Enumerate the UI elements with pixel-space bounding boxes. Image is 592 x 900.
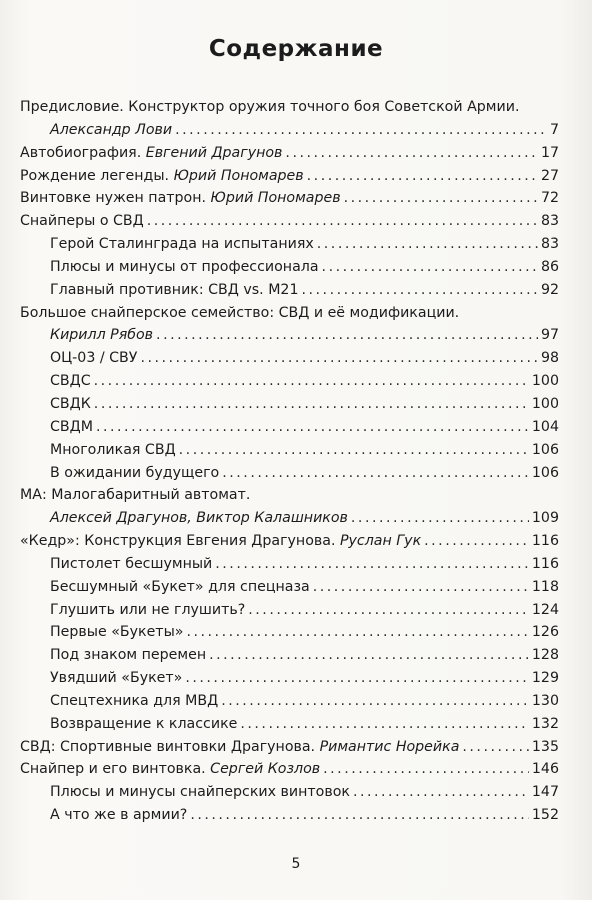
entry-text: Автобиография.: [20, 144, 146, 161]
toc-entry: [20, 736, 559, 759]
toc-entry: [20, 370, 559, 393]
entry-author: Юрий Пономарев: [173, 167, 304, 184]
entry-page: 72: [540, 190, 559, 207]
toc-entry-heading: [20, 484, 559, 507]
entry-author: Сергей Козлов: [210, 761, 321, 778]
entry-author: Юрий Пономарев: [210, 190, 341, 207]
entry-text: Винтовке нужен патрон.: [20, 190, 211, 207]
entry-page: 132: [531, 715, 559, 732]
entry-page: 100: [531, 395, 559, 412]
toc-entry-heading: [20, 96, 559, 119]
toc-entry: [20, 530, 559, 553]
entry-page: 106: [531, 441, 559, 458]
toc-entry: [20, 599, 559, 622]
dot-leader: [221, 690, 529, 713]
dot-leader: [209, 644, 529, 667]
toc-entry: [20, 781, 559, 804]
entry-page: 27: [540, 167, 559, 184]
dot-leader: [186, 621, 528, 644]
toc-entry: [20, 347, 559, 370]
toc-entry: [20, 439, 559, 462]
dot-leader: [185, 667, 529, 690]
toc-entry: [20, 393, 559, 416]
toc-entry: [20, 416, 559, 439]
toc-entry: [20, 165, 559, 188]
entry-text: СВДК: [50, 395, 91, 412]
entry-text: Большое снайперское семейство: СВД и её модификации.: [20, 304, 460, 321]
toc-entry: [20, 210, 559, 233]
entry-text: Рождение легенды.: [20, 167, 174, 184]
dot-leader: [94, 393, 529, 416]
entry-page: 129: [531, 670, 559, 687]
entry-author: Алексей Драгунов, Виктор Калашников: [50, 510, 348, 527]
entry-text: Под знаком перемен: [50, 647, 207, 664]
entry-text: «Кедр»: Конструкция Евгения Драгунова.: [20, 533, 340, 550]
dot-leader: [322, 256, 538, 279]
entry-page: 146: [531, 761, 559, 778]
dot-leader: [147, 210, 538, 233]
dot-leader: [351, 507, 529, 530]
entry-text: Пистолет бесшумный: [50, 555, 213, 572]
entry-page: 7: [549, 121, 559, 138]
toc-entry: [20, 507, 559, 530]
entry-text: Главный противник: СВД vs. M21: [50, 281, 299, 298]
entry-author: Кирилл Рябов: [50, 327, 154, 344]
entry-page: 147: [531, 784, 559, 801]
entry-page: 83: [540, 213, 559, 230]
dot-leader: [301, 279, 537, 302]
entry-text: Плюсы и минусы снайперских винтовок: [50, 784, 350, 801]
dot-leader: [317, 233, 538, 256]
toc-entry: [20, 553, 559, 576]
entry-text: Снайперы о СВД: [20, 213, 144, 230]
entry-page: 83: [540, 236, 559, 253]
toc-entry: [20, 713, 559, 736]
toc-entry: [20, 187, 559, 210]
dot-leader: [140, 347, 537, 370]
entry-page: 97: [540, 327, 559, 344]
toc-entry: [20, 256, 559, 279]
dot-leader: [344, 187, 538, 210]
entry-page: 92: [540, 281, 559, 298]
entry-text: Снайпер и его винтовка.: [20, 761, 211, 778]
entry-page: 124: [531, 601, 559, 618]
dot-leader: [96, 416, 529, 439]
entry-page: 116: [531, 533, 559, 550]
dot-leader: [307, 165, 538, 188]
dot-leader: [462, 736, 529, 759]
toc-entry: [20, 324, 559, 347]
entry-page: 128: [531, 647, 559, 664]
entry-page: 135: [531, 738, 559, 755]
entry-text: А что же в армии?: [50, 807, 188, 824]
entry-page: 17: [540, 144, 559, 161]
entry-page: 109: [531, 510, 559, 527]
entry-page: 106: [531, 464, 559, 481]
entry-page: 104: [531, 418, 559, 435]
entry-page: 130: [531, 692, 559, 709]
entry-text: Увядший «Букет»: [50, 670, 183, 687]
dot-leader: [94, 370, 529, 393]
dot-leader: [248, 599, 529, 622]
entry-text: Многоликая СВД: [50, 441, 176, 458]
entry-page: 126: [531, 624, 559, 641]
page-number: 5: [291, 856, 301, 872]
entry-text: Первые «Букеты»: [50, 624, 184, 641]
entry-page: 152: [531, 807, 559, 824]
toc-entry: [20, 142, 559, 165]
entry-text: ОЦ-03 / СВУ: [50, 350, 138, 367]
entry-text: Спецтехника для МВД: [50, 692, 219, 709]
entry-author: Александр Лови: [50, 121, 173, 138]
table-of-contents: [20, 96, 559, 827]
dot-leader: [240, 713, 529, 736]
dot-leader: [285, 142, 538, 165]
dot-leader: [424, 530, 529, 553]
toc-entry: [20, 644, 559, 667]
entry-page: 86: [540, 258, 559, 275]
toc-entry: [20, 667, 559, 690]
entry-page: 118: [531, 578, 559, 595]
dot-leader: [313, 576, 529, 599]
entry-text: Бесшумный «Букет» для спецназа: [50, 578, 310, 595]
dot-leader: [190, 804, 529, 827]
toc-entry: [20, 758, 559, 781]
entry-text: В ожидании будущего: [50, 464, 220, 481]
page-title: Содержание: [208, 36, 384, 62]
toc-entry: [20, 462, 559, 485]
entry-text: МА: Малогабаритный автомат.: [20, 487, 251, 504]
entry-text: Глушить или не глушить?: [50, 601, 246, 618]
dot-leader: [156, 324, 538, 347]
dot-leader: [179, 439, 529, 462]
toc-entry: [20, 804, 559, 827]
toc-entry: [20, 233, 559, 256]
entry-text: СВД: Спортивные винтовки Драгунова.: [20, 738, 320, 755]
toc-entry: [20, 279, 559, 302]
toc-entry: [20, 576, 559, 599]
dot-leader: [323, 758, 529, 781]
entry-page: 116: [531, 555, 559, 572]
dot-leader: [222, 462, 529, 485]
toc-entry: [20, 621, 559, 644]
dot-leader: [175, 119, 547, 142]
dot-leader: [353, 781, 529, 804]
entry-text: Предисловие. Конструктор оружия точного боя Советской Армии.: [20, 99, 520, 115]
entry-text: Возвращение к классике: [50, 715, 238, 732]
entry-author: Руслан Гук: [339, 533, 422, 550]
entry-author: Евгений Драгунов: [145, 144, 283, 161]
entry-page: 100: [531, 373, 559, 390]
entry-text: СВДС: [50, 373, 91, 390]
dot-leader: [215, 553, 529, 576]
entry-text: СВДМ: [50, 418, 93, 435]
toc-entry-heading: [20, 302, 559, 325]
entry-text: Плюсы и минусы от профессионала: [50, 258, 319, 275]
toc-entry: [20, 690, 559, 713]
entry-text: Герой Сталинграда на испытаниях: [50, 236, 314, 253]
entry-author: Римантис Норейка: [319, 738, 460, 755]
entry-page: 98: [540, 350, 559, 367]
toc-entry: [20, 119, 559, 142]
